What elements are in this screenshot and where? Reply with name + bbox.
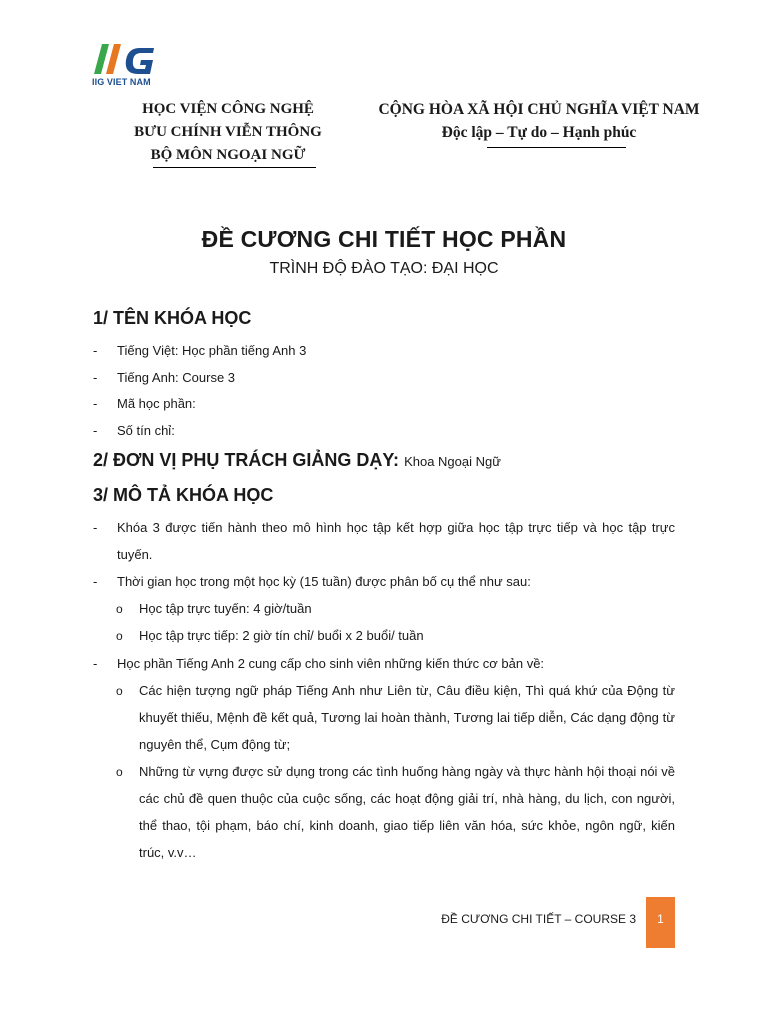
header-right-rule [487, 147, 626, 148]
section-2-heading [93, 450, 501, 471]
department-line: BỘ MÔN NGOẠI NGỮ [150, 147, 306, 163]
page-number: 1 [657, 912, 664, 926]
page-number-badge [646, 897, 675, 948]
institution-line: HỌC VIỆN CÔNG NGHỆ [142, 101, 314, 117]
dash-marker: - [93, 656, 98, 671]
list-item-text: Mã học phần: [117, 396, 196, 411]
header-left-rule [153, 167, 316, 168]
document-subtitle: TRÌNH ĐỘ ĐÀO TẠO: ĐẠI HỌC [269, 260, 499, 277]
list-item-text: Tiếng Việt: Học phần tiếng Anh 3 [117, 343, 307, 358]
list-item-text: Tiếng Anh: Course 3 [117, 370, 236, 385]
bullet-marker: o [116, 602, 123, 616]
national-header [350, 98, 728, 144]
list-item-text: Số tín chỉ: [117, 423, 175, 438]
description-paragraph: Khóa 3 được tiến hành theo mô hình học tập kết hợp giữa học tập trực tiếp và học tập trực tuyến. [117, 520, 675, 562]
sub-list-item: Những từ vựng được sử dụng trong các tình huống hàng ngày và thực hành hội thoại nói về các chủ đề quen thuộc của cuộc sống, các hoạt động giải trí, nhà hàng, du lịch, con người, thể thao, tội phạm, báo chí, kinh doanh, giao tiếp liên văn hóa, sức khỏe, ngôn ngữ, kiến trúc, v.v… [139, 764, 675, 860]
national-motto: Độc lập – Tự do – Hạnh phúc [441, 124, 637, 141]
sub-list-item: Học tập trực tuyến: 4 giờ/tuần [139, 601, 312, 616]
description-paragraph: Học phần Tiếng Anh 2 cung cấp cho sinh viên những kiến thức cơ bản về: [117, 656, 545, 671]
institution-header [108, 98, 348, 167]
institution-line: BƯU CHÍNH VIỄN THÔNG [134, 124, 322, 140]
section-3-heading: 3/ MÔ TẢ KHÓA HỌC [93, 485, 274, 505]
document-title: ĐỀ CƯƠNG CHI TIẾT HỌC PHẦN [201, 226, 567, 252]
sub-list-item: Học tập trực tiếp: 2 giờ tín chỉ/ buổi x 2 buổi/ tuần [139, 628, 424, 643]
dash-marker: - [93, 574, 98, 589]
sub-list-item: Các hiện tượng ngữ pháp Tiếng Anh như Liên từ, Câu điều kiện, Thì quá khứ của Động từ khuyết thiếu, Mệnh đề kết quả, Tương lai hoàn thành, Tương lai tiếp diễn, Các dạng động từ nguyên thể, Cụm động từ; [139, 683, 675, 752]
section-2-label: 2/ ĐƠN VỊ PHỤ TRÁCH GIẢNG DẠY: [93, 450, 400, 470]
bullet-marker: o [116, 629, 123, 643]
section-2-value: Khoa Ngoại Ngữ [404, 454, 501, 469]
section-1-heading: 1/ TÊN KHÓA HỌC [93, 308, 252, 328]
dash-marker: - [93, 520, 98, 535]
national-title: CỘNG HÒA XÃ HỘI CHỦ NGHĨA VIỆT NAM [378, 101, 700, 118]
footer-title: ĐỀ CƯƠNG CHI TIẾT – COURSE 3 [441, 912, 636, 926]
bullet-marker: o [116, 684, 123, 698]
description-paragraph: Thời gian học trong một học kỳ (15 tuần) được phân bố cụ thể như sau: [117, 574, 531, 589]
logo-caption: IIG VIET NAM [92, 77, 151, 87]
bullet-marker: o [116, 765, 123, 779]
